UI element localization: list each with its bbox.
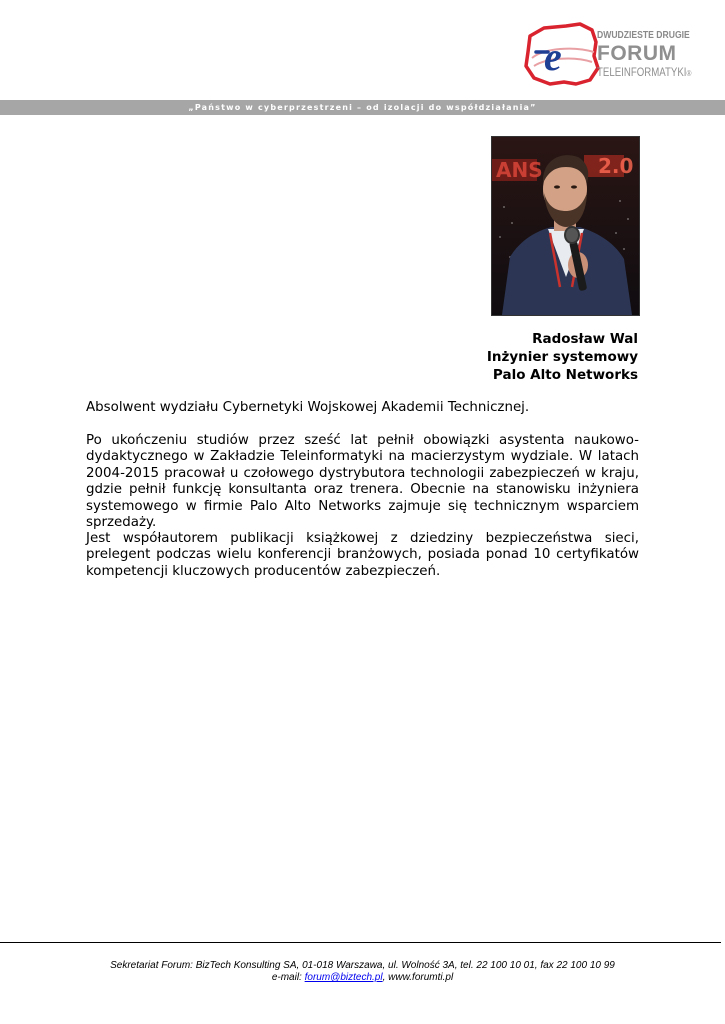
logo-line3-text: TELEINFORMATYKI: [597, 67, 687, 79]
logo-line-teleinformatyki: [597, 67, 691, 79]
logo-line-edition: DWUDZIESTE DRUGIE: [597, 29, 690, 41]
forum-logo: [522, 22, 690, 88]
speaker-portrait-photo-icon: [492, 137, 639, 315]
footer-contact: [0, 972, 725, 984]
footer-website: , www.forumti.pl: [382, 972, 454, 983]
logo-mark-letter: e: [544, 34, 562, 79]
footer-email-prefix: e-mail:: [271, 972, 305, 983]
bio-paragraph-career: Po ukończeniu studiów przez sześć lat pełnił obowiązki asystenta naukowo-dydaktycznego w Zakładzie Teleinformatyki na macierzystym wydziale. W latach 2004-2015 pracował u czołowego dystrybutora technologii zabezpieczeń w kraju, gdzie pełnił funkcję konsultanta oraz trenera. Obecnie na stanowisku inżyniera systemowego w firmie Palo Alto Networks zajmuje się technicznym wsparciem sprzedaży.: [86, 433, 639, 531]
speaker-company: Palo Alto Networks: [492, 367, 638, 383]
footer-email-link[interactable]: forum@biztech.pl: [304, 972, 383, 983]
speaker-photo: [491, 136, 640, 316]
footer: [0, 960, 725, 984]
conference-tagline: „Państwo w cyberprzestrzeni – od izolacji do współdziałania”: [188, 103, 537, 112]
speaker-name: Radosław Wal: [532, 331, 638, 347]
registered-mark: ®: [686, 69, 692, 78]
footer-address: Sekretariat Forum: BizTech Konsulting SA, 01-018 Warszawa, ul. Wolność 3A, tel. 22 100 10 01, fax 22 100 10 99: [110, 960, 615, 971]
svg-text:2.0: 2.0: [598, 154, 634, 178]
bio-paragraph-education: Absolwent wydziału Cybernetyki Wojskowej Akademii Technicznej.: [86, 400, 530, 415]
speaker-info: [487, 330, 638, 384]
svg-text:ANS: ANS: [496, 158, 543, 182]
bio-paragraph-achievements: Jest współautorem publikacji książkowej z dziedziny bezpieczeństwa sieci, prelegent podczas wielu konferencji branżowych, posiada ponad 10 certyfikatów kompetencji kluczowych producentów zabezpieczeń.: [86, 531, 639, 579]
speaker-position: Inżynier systemowy: [486, 349, 638, 365]
footer-divider: [0, 942, 721, 943]
poland-map-logo-icon: [522, 22, 602, 88]
logo-line-forum: FORUM: [597, 42, 677, 65]
